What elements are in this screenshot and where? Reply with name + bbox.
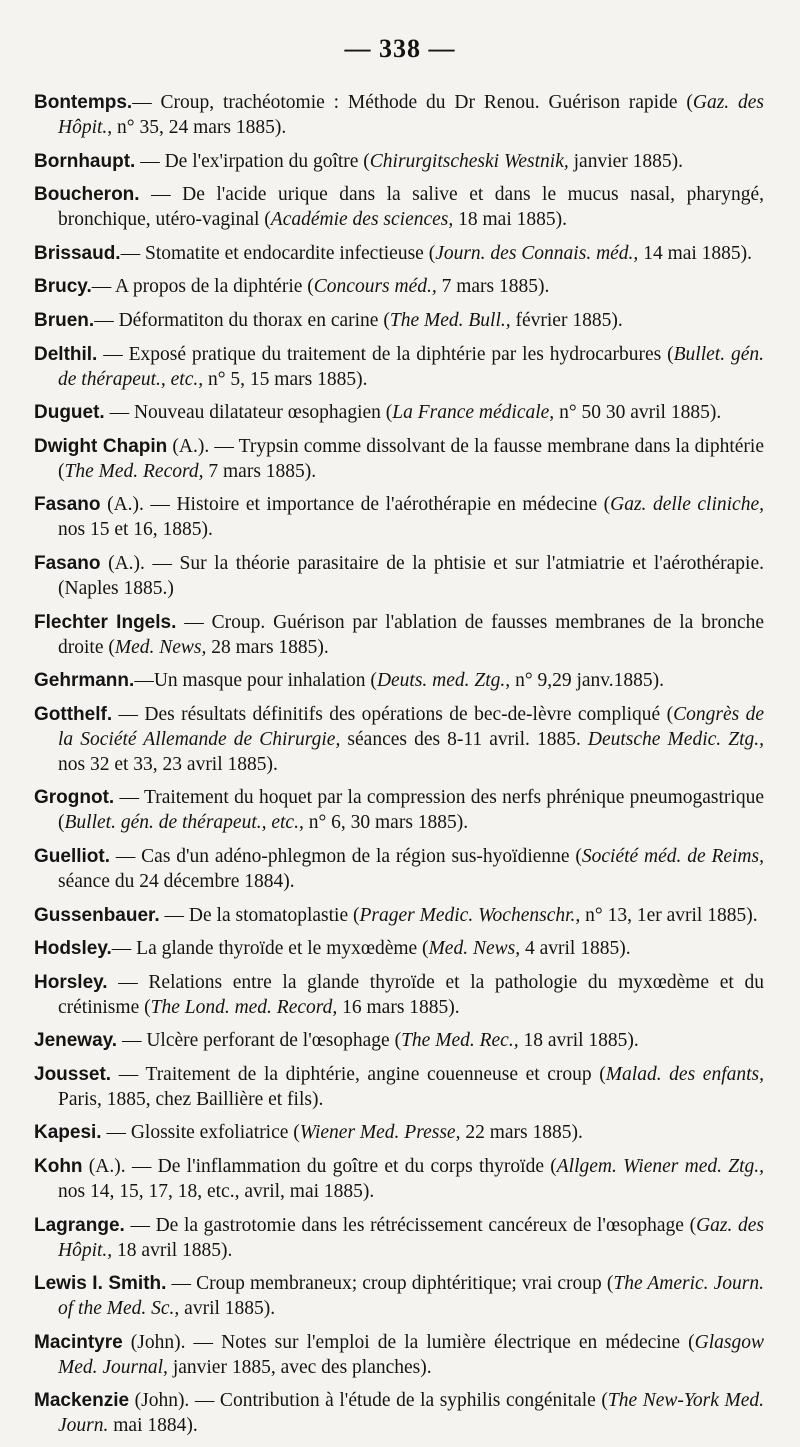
entry-text: mai 1884). xyxy=(108,1415,198,1437)
entry-text: 14 mai 1885). xyxy=(638,242,753,264)
bibliography-list xyxy=(34,90,764,1447)
entry-author: Bontemps. xyxy=(34,92,133,113)
entry-author: Mackenzie xyxy=(34,1390,130,1412)
entry-text: — Ulcère perforant de l'œsophage ( xyxy=(117,1030,402,1052)
entry-source-title: Deuts. med. Ztg., xyxy=(376,670,511,692)
bibliography-entry xyxy=(34,551,764,601)
entry-text: — De l'acide urique dans la salive et dans le mucus nasal, pharyngé, bronchique, utéro-vaginal ( xyxy=(58,184,764,231)
entry-source-title: Allgem. Wiener med. Ztg., xyxy=(556,1156,765,1178)
entry-source-title: Wiener Med. Presse, xyxy=(299,1122,461,1144)
entry-text: 7 mars 1885). xyxy=(203,460,317,482)
entry-text: 22 mars 1885). xyxy=(460,1122,583,1144)
entry-source-title: The Lond. med. Record, xyxy=(150,996,338,1018)
entry-author: Hodsley. xyxy=(34,938,112,960)
entry-text: (John). — Notes sur l'emploi de la lumière électrique en médecine ( xyxy=(122,1331,695,1353)
entry-author: Fasano xyxy=(34,552,101,574)
entry-source-title: Gaz. des Hôpit., xyxy=(58,1214,765,1261)
entry-source-title: The Med. Record, xyxy=(64,460,204,482)
entry-text: — Croup. Guérison par l'ablation de fausses membranes de la bronche droite ( xyxy=(58,611,765,658)
entry-text: , n° 35, 24 mars 1885). xyxy=(107,117,287,138)
entry-text: — De la gastrotomie dans les rétrécissement cancéreux de l'œsophage ( xyxy=(124,1214,697,1236)
entry-text: 18 mai 1885). xyxy=(453,209,567,231)
entry-author: Brissaud. xyxy=(34,242,121,264)
entry-author: Lewis I. Smith. xyxy=(34,1273,167,1295)
entry-text: n° 5, 15 mars 1885). xyxy=(203,368,368,390)
entry-text: — Glossite exfoliatrice ( xyxy=(101,1122,300,1144)
entry-author: Lagrange. xyxy=(34,1214,125,1236)
entry-source-title: Deutsche Medic. Ztg., xyxy=(587,728,764,750)
entry-text: séance du 24 décembre 1884). xyxy=(58,870,295,892)
entry-author: Gussenbauer. xyxy=(34,904,160,926)
entry-text: — Des résultats définitifs des opérations de bec-de-lèvre compliqué ( xyxy=(112,703,674,725)
bibliography-entry xyxy=(34,90,764,140)
entry-source-title: Med. News, xyxy=(114,636,207,658)
bibliography-entry xyxy=(34,241,764,266)
entry-author: Boucheron. xyxy=(34,184,140,206)
bibliography-entry xyxy=(34,434,764,484)
entry-source-title: Glasgow Med. Journal, xyxy=(58,1331,764,1378)
entry-text: —Un masque pour inhalation ( xyxy=(134,670,377,692)
entry-author: Delthil. xyxy=(34,343,98,365)
entry-text: nos 14, 15, 17, 18, etc., avril, mai 1885). xyxy=(58,1181,375,1203)
entry-text: avril 1885). xyxy=(179,1298,276,1320)
entry-author: Gotthelf. xyxy=(34,703,113,725)
entry-text: — Cas d'un adéno-phlegmon de la région sus-hyoïdienne ( xyxy=(110,845,582,867)
bibliography-entry xyxy=(34,1213,764,1263)
entry-source-title: Congrès de la Société Allemande de Chirurgie, xyxy=(58,703,764,750)
entry-text: — Traitement du hoquet par la compression des nerfs phrénique pneumogastrique ( xyxy=(58,787,764,834)
bibliography-entry xyxy=(34,492,764,542)
entry-text: — Nouveau dilatateur œsophagien ( xyxy=(104,402,393,424)
entry-text: n° 9,29 janv.1885). xyxy=(510,670,665,692)
entry-author: Kohn xyxy=(34,1156,83,1178)
entry-text: janvier 1885, avec des planches). xyxy=(167,1356,432,1378)
entry-text: — Croup, trachéotomie : Méthode du Dr Renou. Guérison rapide ( xyxy=(132,92,693,113)
bibliography-entry xyxy=(34,844,764,894)
entry-text: n° 13, 1er avril 1885). xyxy=(580,904,758,926)
bibliography-entry xyxy=(34,668,764,693)
bibliography-entry xyxy=(34,1062,764,1112)
entry-text: n° 6, 30 mars 1885). xyxy=(303,812,469,834)
bibliography-entry xyxy=(34,274,764,299)
entry-author: Horsley. xyxy=(34,971,108,993)
entry-text: (A.). — Histoire et importance de l'aérothérapie en médecine ( xyxy=(100,494,611,516)
page-number: — 338 — xyxy=(344,34,456,63)
entry-text: — Déformatiton du thorax en carine ( xyxy=(94,309,390,331)
entry-author: Fasano xyxy=(34,494,101,516)
entry-text: — Croup membraneux; croup diphtéritique; vrai croup ( xyxy=(166,1273,614,1295)
bibliography-entry xyxy=(34,308,764,333)
entry-author: Guelliot. xyxy=(34,845,110,867)
bibliography-entry xyxy=(34,785,764,835)
entry-text: (A.). — De l'inflammation du goître et du corps thyroïde ( xyxy=(82,1156,557,1178)
bibliography-entry xyxy=(34,1271,764,1321)
entry-text: 18 avril 1885). xyxy=(112,1239,233,1261)
entry-author: Duguet. xyxy=(34,402,105,424)
entry-author: Brucy. xyxy=(34,276,92,298)
bibliography-entry xyxy=(34,702,764,777)
entry-author: Grognot. xyxy=(34,787,115,809)
entry-source-title: Malad. des enfants, xyxy=(605,1063,764,1085)
bibliography-entry xyxy=(34,342,764,392)
bibliography-entry xyxy=(34,936,764,961)
entry-text: — A propos de la diphtérie ( xyxy=(91,276,314,298)
bibliography-entry xyxy=(34,1120,764,1145)
entry-text: 28 mars 1885). xyxy=(206,636,329,658)
entry-text: nos 15 et 16, 1885). xyxy=(58,519,213,541)
bibliography-entry xyxy=(34,400,764,425)
bibliography-entry xyxy=(34,1028,764,1053)
entry-author: Gehrmann. xyxy=(34,670,135,692)
entry-text: 7 mars 1885). xyxy=(436,276,550,298)
entry-author: Macintyre xyxy=(34,1331,123,1353)
entry-author: Bruen. xyxy=(34,309,95,331)
bibliography-entry xyxy=(34,1330,764,1380)
entry-source-title: Bullet. gén. de thérapeut., etc., xyxy=(58,343,764,390)
entry-source-title: Société méd. de Reims, xyxy=(581,845,764,867)
entry-text: (A.). — Sur la théorie parasitaire de la phtisie et sur l'atmiatrie et l'aérothérapie. (Naples 1885.) xyxy=(58,552,764,599)
entry-source-title: Journ. des Connais. méd., xyxy=(435,242,639,264)
entry-text: Paris, 1885, chez Baillière et fils). xyxy=(58,1088,324,1110)
entry-text: nos 32 et 33, 23 avril 1885). xyxy=(58,753,278,775)
entry-author: Flechter Ingels. xyxy=(34,611,177,633)
entry-source-title: Concours méd., xyxy=(313,276,437,298)
entry-text: janvier 1885). xyxy=(568,150,684,172)
entry-source-title: Gaz. des Hôpit. xyxy=(58,92,764,138)
entry-text: — Exposé pratique du traitement de la diphtérie par les hydrocarbures ( xyxy=(97,343,674,365)
bibliography-entry xyxy=(34,182,764,232)
entry-author: Kapesi. xyxy=(34,1122,102,1144)
entry-source-title: Académie des sciences, xyxy=(270,209,454,231)
entry-text: — La glande thyroïde et le myxœdème ( xyxy=(111,938,429,960)
entry-source-title: The Americ. Journ. of the Med. Sc., xyxy=(58,1273,764,1320)
entry-author: Jeneway. xyxy=(34,1030,118,1052)
entry-source-title: The New-York Med. Journ. xyxy=(58,1390,764,1437)
bibliography-entry xyxy=(34,970,764,1020)
entry-text: séances des 8-11 avril. 1885. xyxy=(340,728,588,750)
entry-source-title: Prager Medic. Wochenschr., xyxy=(359,904,581,926)
entry-text: n° 50 30 avril 1885). xyxy=(554,402,722,424)
bibliography-entry xyxy=(34,610,764,660)
bibliography-entry xyxy=(34,903,764,928)
entry-text: — Traitement de la diphtérie, angine couenneuse et croup ( xyxy=(111,1063,606,1085)
entry-text: — Stomatite et endocardite infectieuse ( xyxy=(120,242,436,264)
entry-source-title: The Med. Bull., xyxy=(389,309,511,331)
bibliography-entry xyxy=(34,1388,764,1438)
entry-text: février 1885). xyxy=(510,309,623,331)
entry-text: (A.). — Trypsin comme dissolvant de la fausse membrane dans la diphtérie ( xyxy=(58,435,764,482)
entry-author: Jousset. xyxy=(34,1063,112,1085)
bibliography-entry xyxy=(34,149,764,174)
entry-author: Bornhaupt. xyxy=(34,150,136,172)
entry-source-title: Gaz. delle cliniche, xyxy=(610,494,764,516)
entry-text: 16 mars 1885). xyxy=(337,996,460,1018)
entry-text: 18 avril 1885). xyxy=(518,1030,639,1052)
entry-source-title: La France médicale, xyxy=(392,402,555,424)
entry-text: — Relations entre la glande thyroïde et la pathologie du myxœdème et du crétinisme ( xyxy=(58,971,764,1018)
entry-source-title: Bullet. gén. de thérapeut., etc., xyxy=(64,812,304,834)
entry-source-title: Med. News, xyxy=(428,938,521,960)
entry-text: — De l'ex'irpation du goître ( xyxy=(135,150,370,172)
entry-source-title: The Med. Rec., xyxy=(401,1030,519,1052)
entry-text: — De la stomatoplastie ( xyxy=(159,904,360,926)
entry-text: 4 avril 1885). xyxy=(520,938,631,960)
entry-text: (John). — Contribution à l'étude de la syphilis congénitale ( xyxy=(129,1390,608,1412)
entry-author: Dwight Chapin xyxy=(34,435,168,457)
bibliography-entry xyxy=(34,1154,764,1204)
entry-source-title: Chirurgitscheski Westnik, xyxy=(369,150,569,172)
